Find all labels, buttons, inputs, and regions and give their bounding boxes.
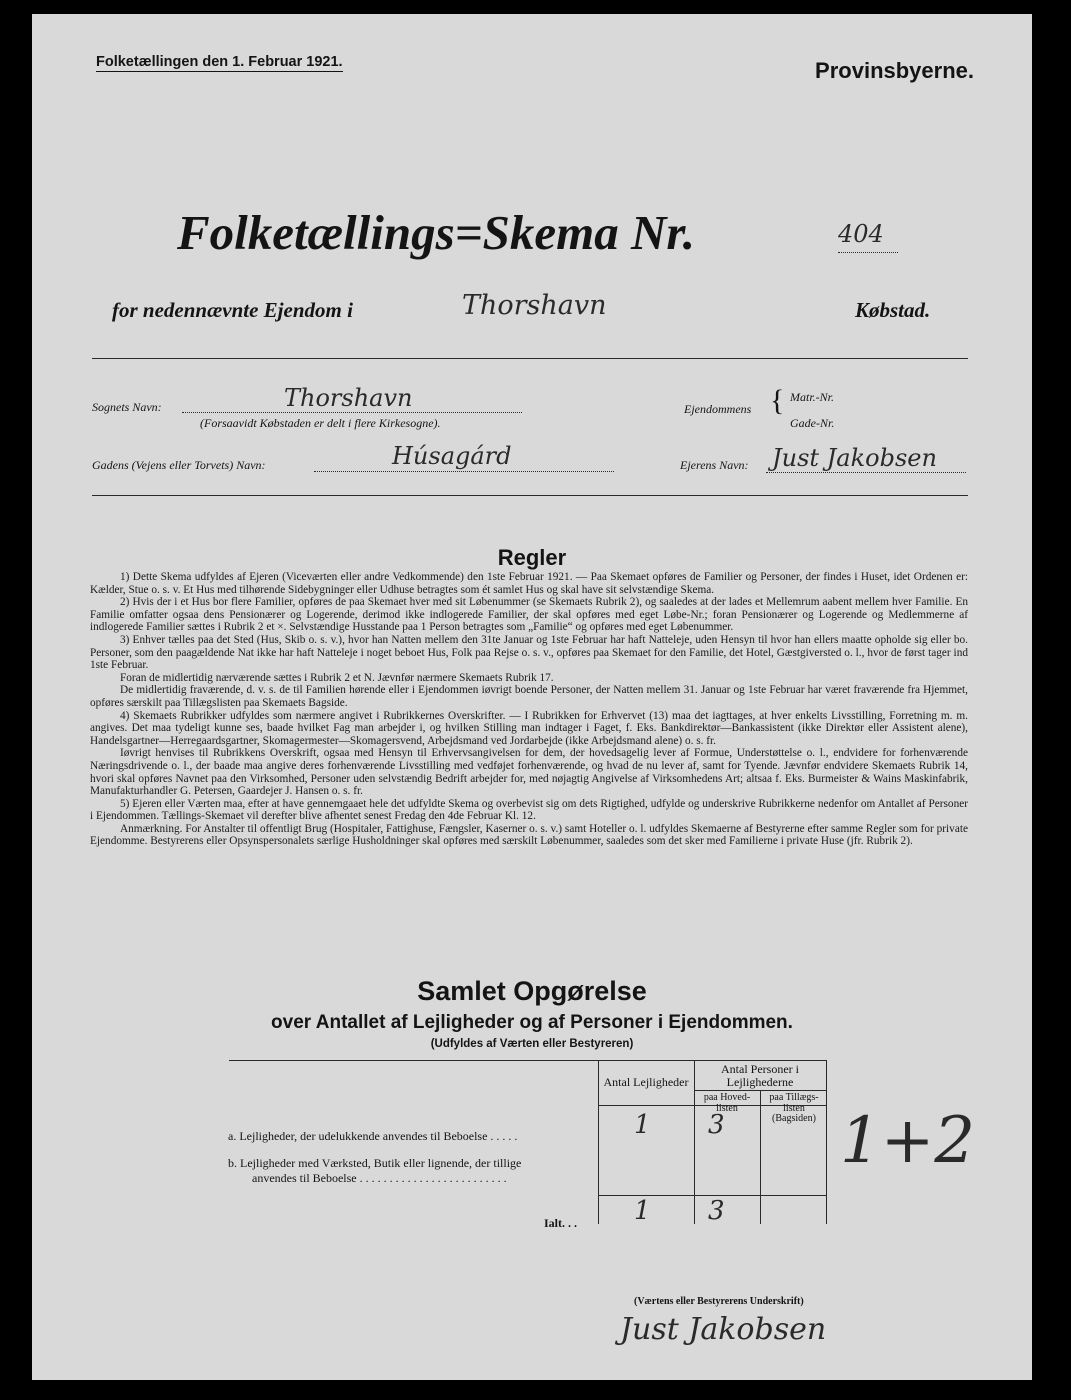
- parish-note: (Forsaavidt Købstaden er delt i flere Kirkesogne).: [200, 416, 441, 430]
- rule-paragraph: 2) Hvis der i et Hus bor flere Familier, opføres de paa Skemaet hver med sit Løbenummer (se Skemaets Rubrik 2), og saaledes at der lades et Mellemrum aabent mellem hver Familie. En Familie omfatter ogsaa dens Pensionærer og Logerende, derimod ikke indlogerede Familier, der skal opføres med eget Løbe-Nr.; foran Pensionærer og Logerende og Medlemmerne af indlogerede Familier sættes i Rubrik 2 et ×. Selvstændige Husstande paa 1 Person betragtes som „Familie“ og opføres med eget Løbenummer.: [90, 596, 968, 634]
- divider-top: [92, 358, 968, 359]
- matr-label: Matr.-Nr.: [790, 390, 835, 404]
- property-label: Ejendommens: [684, 402, 752, 416]
- rule-paragraph: Iøvrigt henvises til Rubrikkens Overskrift, ogsaa med Hensyn til Erhvervsangivelsen for dem, der hovedsagelig lever af Formue, Understøttelse o. l., endvidere for forhenværende Næringsdrivende o. l., der baade maa angive deres forhenværende Livsstilling med vedføjet forhenværende, og hvad de nu lever af, samt for Tyende. Jævnfør endvidere Skemaets Rubrik 14, hvori skal opføres Navnet paa den Virksomhed, Personer uden selvstændig Bedrift arbejder for, med nøjagtig Angivelse af Virksomhedens Art; altsaa f. Eks. Burmeister & Wains Maskinfabrik, Manufakturhandler G. Petersen, Gaardejer J. Hansen o. s. fr.: [90, 747, 968, 798]
- street-line: [314, 471, 614, 472]
- property-line-suffix: Købstad.: [855, 298, 931, 322]
- census-date-header: Folketællingen den 1. Februar 1921.: [96, 54, 343, 70]
- table-col-divider: [760, 1090, 761, 1224]
- rule-paragraph: De midlertidig fraværende, d. v. s. de til Familien hørende eller i Ejendommen iøvrigt boende Personer, der Natten mellem 31. Januar og 1ste Februar har været fraværende fra Hjemmet, opføres særskilt paa Tillægslisten paa Skemaets Bagside.: [90, 684, 968, 709]
- brace-icon: {: [770, 384, 785, 417]
- rule-paragraph: 1) Dette Skema udfyldes af Ejeren (Viceværten eller andre Vedkommende) den 1ste Februar 1921. — Paa Skemaet opføres de Familier og Personer, der findes i Huset, idet Ordenen er: Kælder, Stue o. s. v. Et Hus med tilhørende Sidebygninger eller Udhuse betragtes som ét samlet Hus og skal have sit selvstændige Skema.: [90, 571, 968, 596]
- parish-line: [182, 412, 522, 413]
- table-col-divider: [694, 1060, 695, 1224]
- signature-label: (Værtens eller Bestyrerens Underskrift): [634, 1296, 804, 1307]
- parish-value: Thorshavn: [284, 384, 413, 412]
- form-number-line: [838, 252, 898, 253]
- summary-title: Samlet Opgørelse: [417, 976, 647, 1006]
- owner-label: Ejerens Navn:: [680, 458, 749, 472]
- col-apartments-header: Antal Lejligheder: [603, 1075, 689, 1089]
- table-col-divider: [598, 1060, 599, 1224]
- divider-middle: [92, 495, 968, 496]
- rules-text: [90, 571, 968, 848]
- margin-note-handwritten: 1+2: [840, 1104, 976, 1178]
- col-supp-list-header: paa Tillægs-listen (Bagsiden): [769, 1092, 819, 1124]
- rule-paragraph: 3) Enhver tælles paa det Sted (Hus, Skib o. s. v.), hvor han Natten mellem den 31te Januar og 1ste Februar har haft Natteleje, uden Hensyn til hvor han ellers maatte opholde sig eller bo. Personer, som den paagældende Nat ikke har haft Natteleje i noget beboet Hus, Folk paa Rejse o. s. v., opføres paa Skemaet for den Familie, det Hotel, Gæstgiversted o. l., hvor de først tager ind 1ste Februar.: [90, 633, 968, 672]
- census-form-page: [32, 14, 1032, 1380]
- property-line-prefix: for nedennævnte Ejendom i: [112, 298, 353, 322]
- parish-label: Sognets Navn:: [92, 400, 162, 414]
- col-main-list-header: paa Hoved-listen: [703, 1092, 751, 1114]
- region-header: Provinsbyerne.: [815, 58, 974, 83]
- rule-paragraph: 4) Skemaets Rubrikker udfyldes som nærmere angivet i Rubrikkernes Overskrifter. — I Rubrikken for Erhvervet (13) maa det iagttages, at hver enkelts Livsstilling, Forretning m. m. angives. Det maa tydeligt kunne ses, baade hvilket Fag man arbejder i, og hvilken Stilling man indtager i Faget, f. Eks. Bankdirektør—Bankassistent (ikke Direktør eller Assistent alene), Handelsgartner—Herregaardsgartner, Skomagermester—Skomagersvend, Arbejdsmand ved Jordarbejde (ikke Arbejdsmand alene) o. s. fr.: [90, 709, 968, 747]
- table-col-divider: [826, 1060, 827, 1224]
- street-value: Húsagárd: [392, 442, 512, 470]
- summary-subtitle: over Antallet af Lejligheder og af Personer i Ejendommen.: [271, 1012, 793, 1033]
- rule-paragraph: Foran de midlertidig nærværende sættes i Rubrik 2 et N. Jævnfør nærmere Skemaets Rubrik 17.: [120, 671, 554, 684]
- row-b-label-2: anvendes til Beboelse . . . . . . . . . . . . . . . . . . . . . . . . .: [252, 1171, 507, 1185]
- rule-paragraph: 5) Ejeren eller Værten maa, efter at have gennemgaaet hele det udfyldte Skema og overbevist sig om dets Rigtighed, udfylde og underskrive Rubrikkerne nedenfor om Antallet af Personer i Ejendommen. Tællings-Skemaet vil derefter blive afhentet senest Fredag den 4de Februar Kl. 12.: [90, 797, 968, 823]
- form-number-handwritten: 404: [838, 220, 884, 248]
- town-handwritten: Thorshavn: [462, 290, 607, 321]
- total-label: Ialt. . .: [544, 1216, 577, 1230]
- form-title: Folketællings=Skema Nr.: [177, 205, 695, 260]
- row-a-persons: 3: [708, 1110, 725, 1140]
- col-persons-header: Antal Personer i Lejlighederne: [721, 1062, 799, 1089]
- rules-title: Regler: [497, 545, 567, 570]
- owner-value: Just Jakobsen: [772, 444, 937, 472]
- signature-value: Just Jakobsen: [620, 1312, 827, 1347]
- table-subheader-rule: [694, 1090, 826, 1091]
- row-a-label: a. Lejligheder, der udelukkende anvendes til Beboelse . . . . .: [228, 1129, 518, 1143]
- row-a-apartments: 1: [634, 1110, 651, 1140]
- summary-table-top-rule: [229, 1060, 826, 1061]
- summary-note: (Udfyldes af Værten eller Bestyreren): [430, 1038, 634, 1050]
- total-apartments: 1: [634, 1196, 651, 1226]
- gade-label: Gade-Nr.: [790, 416, 835, 430]
- rule-paragraph: Anmærkning. For Anstalter til offentligt Brug (Hospitaler, Fattighuse, Fængsler, Kaserner o. s. v.) samt Hoteller o. l. udfyldes Skemaerne af Bestyrerne efter samme Regler som for private Ejendomme. Bestyrerens eller Opsynspersonalets særlige Husholdninger skal opføres med særskilt Løbenummer, saaledes som det sker med Familierne i private Huse (jfr. Rubrik 2).: [90, 822, 968, 848]
- total-persons: 3: [708, 1196, 725, 1226]
- owner-line: [766, 472, 966, 473]
- street-label: Gadens (Vejens eller Torvets) Navn:: [92, 458, 266, 472]
- row-b-label-1: b. Lejligheder med Værksted, Butik eller lignende, der tillige: [228, 1156, 522, 1170]
